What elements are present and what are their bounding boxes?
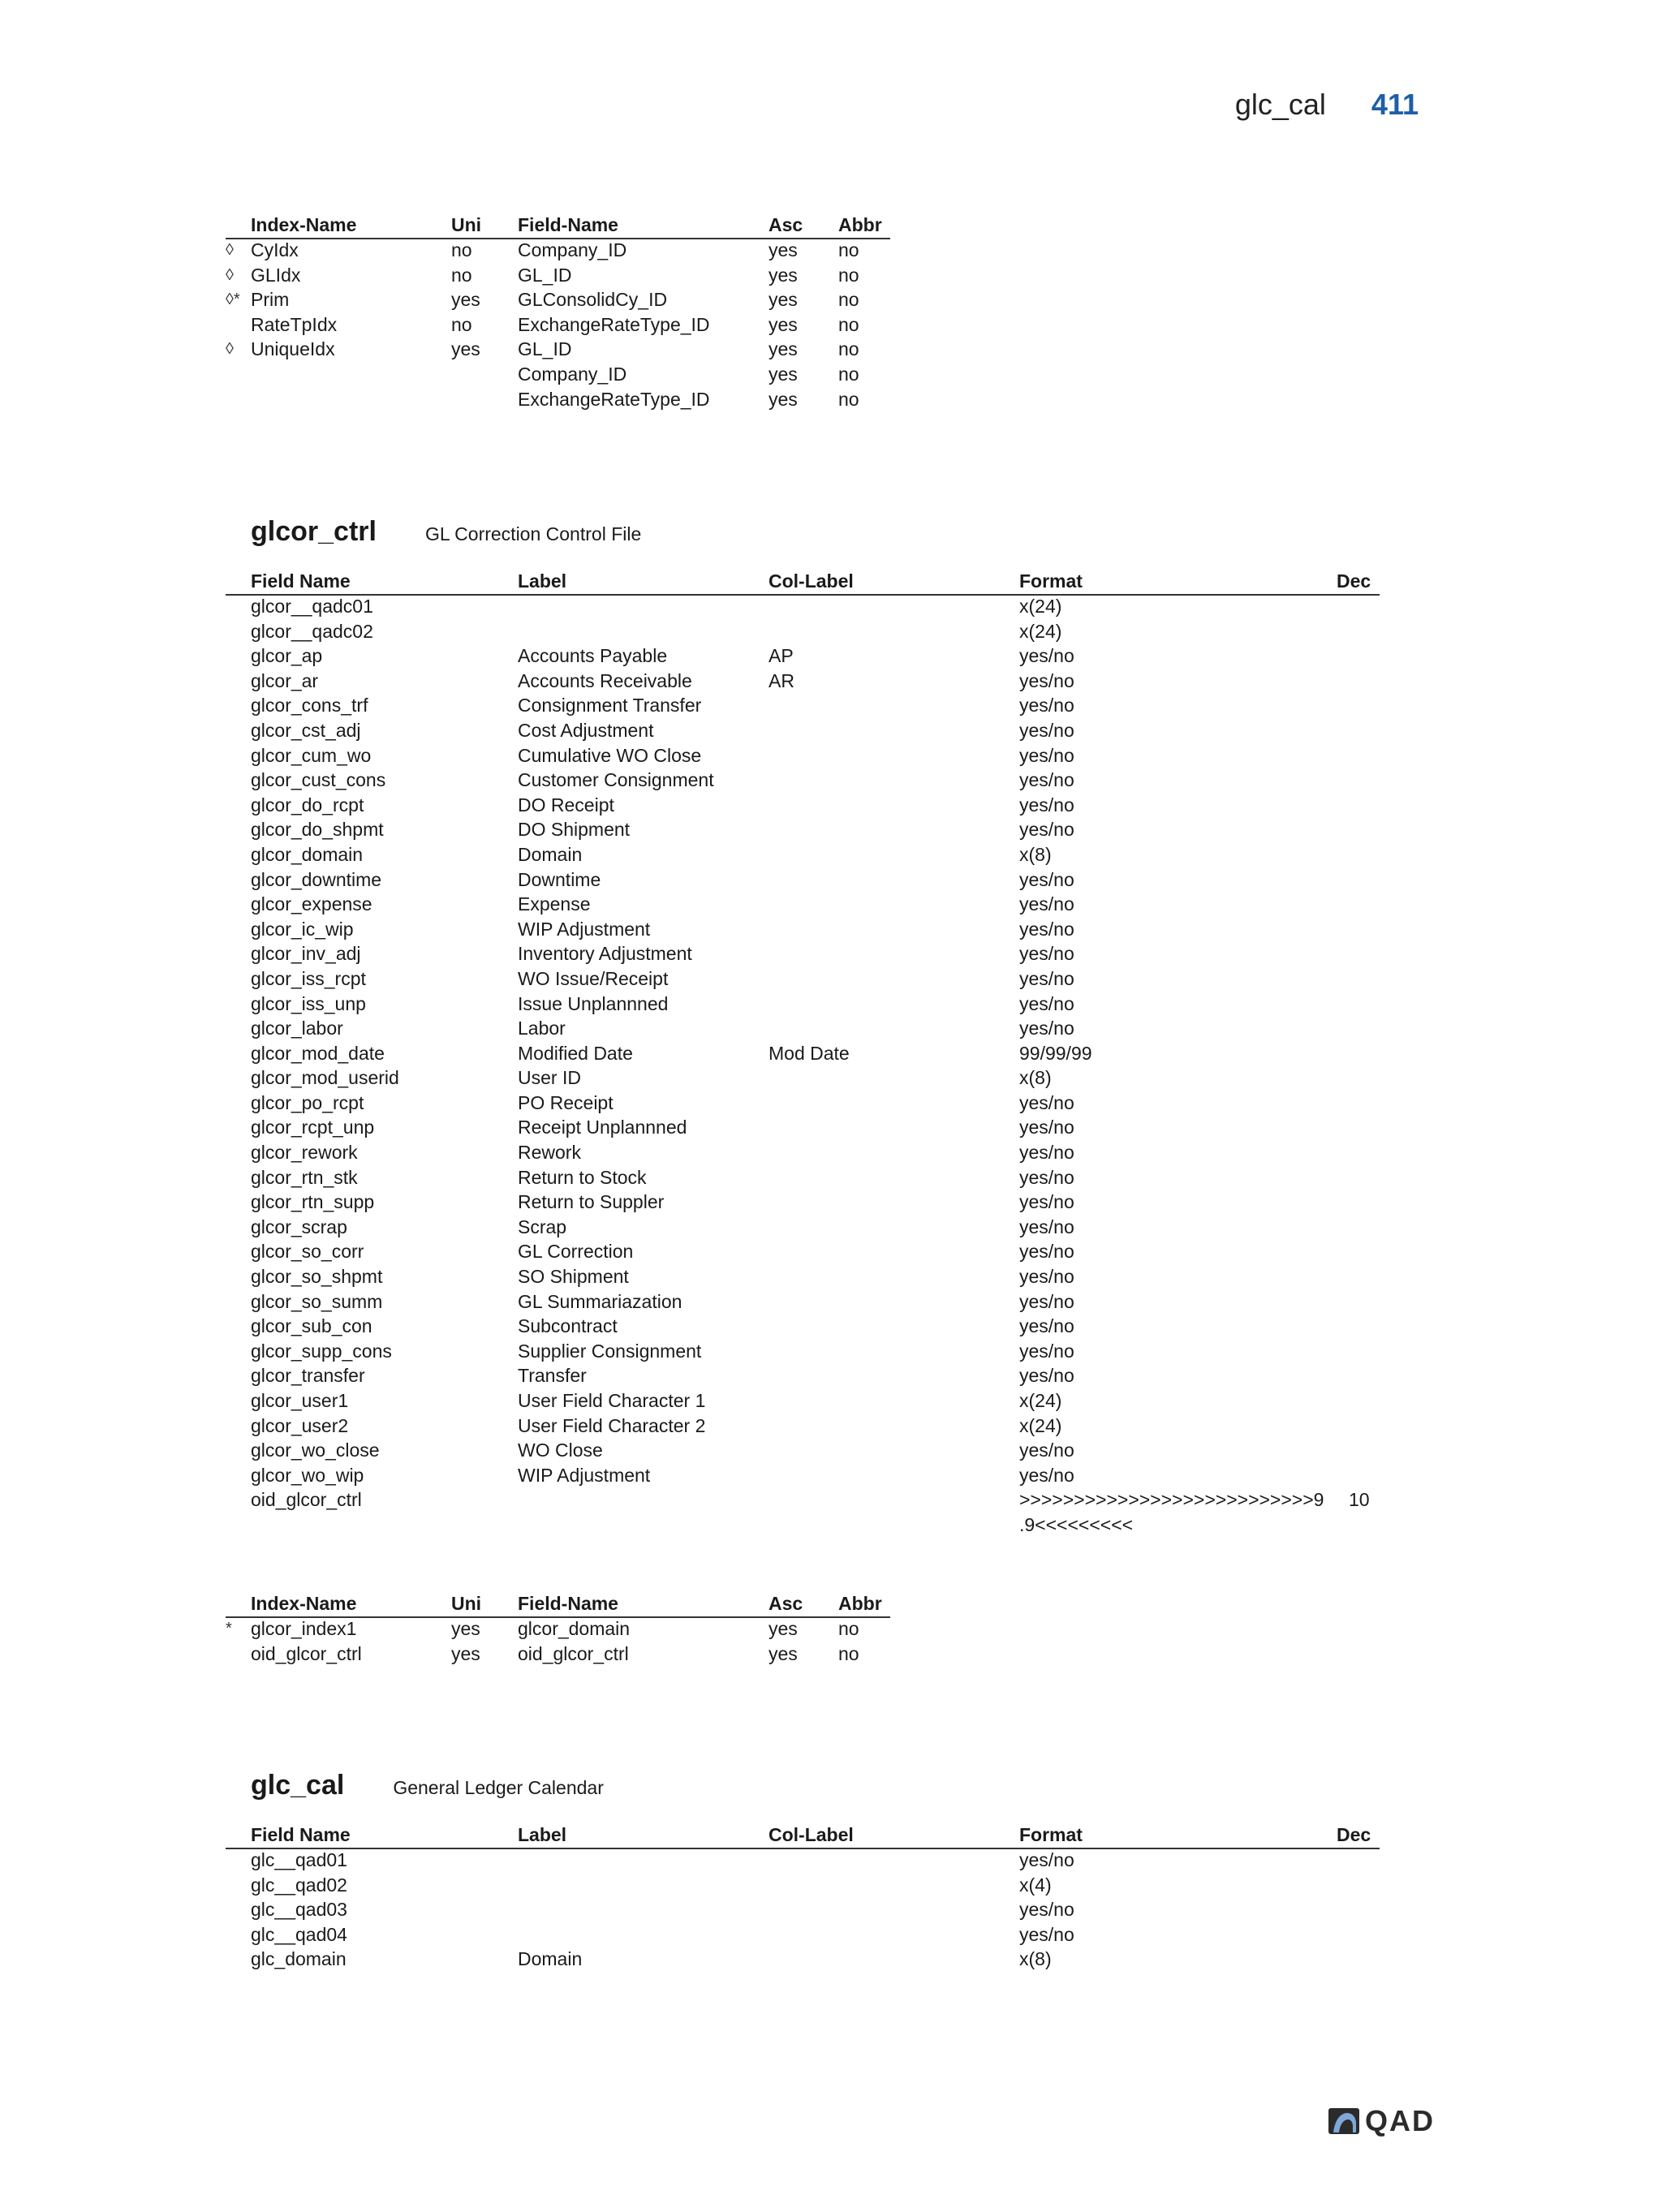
field-name-cell: GLConsolidCy_ID bbox=[518, 289, 668, 311]
abbr-cell: no bbox=[838, 338, 859, 360]
field-name-cell: glcor_mod_date bbox=[251, 1042, 385, 1064]
field-name-cell: glcor_po_rcpt bbox=[251, 1091, 364, 1113]
field-name-cell: glcor_domain bbox=[251, 843, 364, 865]
col-header-uni: Uni bbox=[451, 1593, 482, 1614]
asc-cell: yes bbox=[769, 388, 798, 410]
label-cell: Customer Consignment bbox=[518, 769, 714, 791]
field-name-cell: glcor_mod_userid bbox=[251, 1067, 399, 1089]
field-name-cell: glcor_cust_cons bbox=[251, 769, 386, 791]
field-name-cell: glcor_ic_wip bbox=[251, 918, 354, 940]
format-cell: yes/no bbox=[1019, 1440, 1074, 1461]
format-cell: yes/no bbox=[1019, 868, 1074, 890]
label-cell: User Field Character 2 bbox=[518, 1414, 706, 1436]
table-row bbox=[226, 1289, 1074, 1315]
field-table bbox=[226, 1823, 1371, 1972]
table-row bbox=[226, 1848, 1074, 1873]
label-cell: Inventory Adjustment bbox=[518, 943, 692, 965]
field-name-cell: Company_ID bbox=[518, 239, 627, 260]
format-cell: yes/no bbox=[1019, 1849, 1074, 1870]
field-name-cell: Company_ID bbox=[518, 363, 627, 385]
field-table-header bbox=[226, 569, 1371, 594]
abbr-cell: no bbox=[838, 1642, 859, 1664]
field-name-cell: glcor_iss_unp bbox=[251, 992, 366, 1014]
format-cell: x(24) bbox=[1019, 596, 1062, 617]
abbr-cell: no bbox=[838, 388, 859, 410]
logo-wordmark: QAD bbox=[1365, 2104, 1435, 2137]
format-cell: >>>>>>>>>>>>>>>>>>>>>>>>>>>9 bbox=[1019, 1489, 1324, 1511]
label-cell: Transfer bbox=[518, 1365, 587, 1387]
table-section-glc-cal bbox=[226, 1770, 1371, 1972]
table-row bbox=[226, 817, 1074, 842]
format-cell: yes/no bbox=[1019, 1290, 1074, 1312]
field-name-cell: glcor__qadc01 bbox=[251, 596, 373, 617]
table-name: glc_cal bbox=[251, 1770, 345, 1801]
uni-cell: no bbox=[451, 313, 472, 335]
abbr-cell: no bbox=[838, 264, 859, 286]
label-cell: Domain bbox=[518, 843, 583, 865]
table-row bbox=[226, 1016, 1074, 1041]
label-cell: Scrap bbox=[518, 1216, 567, 1237]
index-name-cell: GLIdx bbox=[251, 264, 301, 286]
label-cell: Downtime bbox=[518, 868, 601, 890]
abbr-cell: no bbox=[838, 1618, 859, 1639]
index-name-cell: RateTpIdx bbox=[251, 313, 338, 335]
table-row bbox=[226, 1190, 1074, 1215]
col-header-field-name: Field Name bbox=[251, 570, 351, 592]
format-cell: yes/no bbox=[1019, 669, 1074, 691]
format-cell: yes/no bbox=[1019, 819, 1074, 841]
col-label-cell: AR bbox=[769, 669, 794, 691]
table-title-row bbox=[251, 516, 641, 548]
col-header-format: Format bbox=[1019, 570, 1083, 592]
field-name-cell: glcor__qadc02 bbox=[251, 620, 373, 642]
format-cell: yes/no bbox=[1019, 1923, 1074, 1945]
field-name-cell: glcor_domain bbox=[518, 1618, 631, 1639]
label-cell: Receipt Unplannned bbox=[518, 1117, 687, 1138]
uni-cell: yes bbox=[451, 289, 480, 311]
table-row bbox=[226, 1041, 1092, 1066]
label-cell: Supplier Consignment bbox=[518, 1340, 702, 1362]
index-marker: * bbox=[226, 1620, 232, 1637]
field-name-cell: glcor_wo_close bbox=[251, 1440, 380, 1461]
table-row bbox=[226, 1140, 1074, 1165]
table-row bbox=[226, 1947, 1052, 1972]
field-name-cell: ExchangeRateType_ID bbox=[518, 313, 710, 335]
field-name-cell: glcor_so_summ bbox=[251, 1290, 383, 1312]
col-header-asc: Asc bbox=[769, 1593, 803, 1614]
label-cell: SO Shipment bbox=[518, 1266, 629, 1288]
index-marker: ◊ bbox=[226, 241, 234, 259]
label-cell: Accounts Receivable bbox=[518, 669, 692, 691]
label-cell: Consignment Transfer bbox=[518, 695, 702, 717]
field-name-cell: glcor_labor bbox=[251, 1018, 343, 1039]
index-name-cell: Prim bbox=[251, 289, 290, 311]
field-name-cell: glc__qad02 bbox=[251, 1874, 347, 1896]
table-row-continuation bbox=[226, 1513, 1134, 1538]
table-row bbox=[226, 1463, 1074, 1488]
col-header-format: Format bbox=[1019, 1824, 1083, 1845]
field-name-cell: glcor_so_shpmt bbox=[251, 1266, 383, 1288]
field-name-cell: GL_ID bbox=[518, 338, 572, 360]
label-cell: WO Close bbox=[518, 1440, 603, 1461]
col-header-index-name: Index-Name bbox=[251, 1593, 357, 1614]
dec-cell: 10 bbox=[1349, 1489, 1370, 1511]
qad-logo-icon bbox=[1328, 2107, 1360, 2135]
abbr-cell: no bbox=[838, 313, 859, 335]
field-name-cell: glcor_sub_con bbox=[251, 1315, 372, 1337]
table-row bbox=[226, 941, 1074, 966]
label-cell: Return to Suppler bbox=[518, 1191, 665, 1213]
table-row bbox=[226, 1165, 1074, 1190]
label-cell: Labor bbox=[518, 1018, 566, 1039]
col-header-field-name: Field Name bbox=[251, 1824, 351, 1845]
format-cell: yes/no bbox=[1019, 893, 1074, 915]
format-cell: yes/no bbox=[1019, 1018, 1074, 1039]
asc-cell: yes bbox=[769, 264, 798, 286]
format-cell: x(4) bbox=[1019, 1874, 1052, 1896]
format-cell: yes/no bbox=[1019, 1091, 1074, 1113]
format-cell: x(24) bbox=[1019, 620, 1062, 642]
uni-cell: yes bbox=[451, 1618, 480, 1639]
col-header-asc: Asc bbox=[769, 214, 803, 235]
field-name-cell: glcor_user1 bbox=[251, 1390, 349, 1411]
field-name-cell: glcor_cons_trf bbox=[251, 695, 368, 717]
col-header-dec: Dec bbox=[1337, 570, 1371, 592]
table-row bbox=[226, 1363, 1074, 1388]
field-name-cell: glcor_so_corr bbox=[251, 1241, 364, 1263]
index-name-cell: oid_glcor_ctrl bbox=[251, 1642, 362, 1664]
col-header-field-name: Field-Name bbox=[518, 214, 618, 235]
format-cell: yes/no bbox=[1019, 992, 1074, 1014]
page-number: 411 bbox=[1371, 88, 1419, 121]
field-name-cell: glcor_rcpt_unp bbox=[251, 1117, 375, 1138]
table-row bbox=[226, 1239, 1074, 1264]
label-cell: WO Issue/Receipt bbox=[518, 967, 669, 989]
field-name-cell: glc__qad03 bbox=[251, 1899, 347, 1921]
table-row bbox=[226, 1487, 1370, 1513]
field-name-cell: glcor_expense bbox=[251, 893, 372, 915]
format-cell: yes/no bbox=[1019, 794, 1074, 816]
format-cell: yes/no bbox=[1019, 1166, 1074, 1188]
format-cell: yes/no bbox=[1019, 1142, 1074, 1164]
label-cell: Cumulative WO Close bbox=[518, 744, 702, 766]
format-cell: yes/no bbox=[1019, 967, 1074, 989]
format-cell: yes/no bbox=[1019, 1365, 1074, 1387]
field-name-cell: glcor_cst_adj bbox=[251, 719, 361, 741]
label-cell: Return to Stock bbox=[518, 1166, 647, 1188]
table-row bbox=[226, 1065, 1052, 1091]
field-name-cell: glcor_user2 bbox=[251, 1414, 349, 1436]
format-cell: x(8) bbox=[1019, 1948, 1052, 1970]
field-name-cell: glcor_transfer bbox=[251, 1365, 365, 1387]
format-cell: yes/no bbox=[1019, 1216, 1074, 1237]
field-name-cell: ExchangeRateType_ID bbox=[518, 388, 710, 410]
label-cell: WIP Adjustment bbox=[518, 918, 651, 940]
field-name-cell: glcor_ap bbox=[251, 645, 323, 667]
table-row bbox=[226, 1215, 1074, 1240]
running-header-title: glc_cal bbox=[1234, 88, 1326, 121]
field-name-cell: glcor_supp_cons bbox=[251, 1340, 392, 1362]
format-cell: yes/no bbox=[1019, 1464, 1074, 1486]
field-name-cell: glcor_wo_wip bbox=[251, 1464, 364, 1486]
table-row bbox=[226, 768, 1074, 793]
field-name-cell: glcor_rework bbox=[251, 1142, 358, 1164]
format-cell-continued: .9<<<<<<<<< bbox=[1019, 1513, 1134, 1535]
index-name-cell: CyIdx bbox=[251, 239, 299, 260]
format-cell: x(24) bbox=[1019, 1390, 1062, 1411]
field-name-cell: glcor_rtn_stk bbox=[251, 1166, 358, 1188]
table-row bbox=[226, 1264, 1074, 1289]
label-cell: GL Summariazation bbox=[518, 1290, 682, 1312]
col-header-dec: Dec bbox=[1337, 1824, 1371, 1845]
table-row bbox=[226, 1414, 1062, 1439]
label-cell: User ID bbox=[518, 1067, 581, 1089]
table-row bbox=[226, 1897, 1074, 1922]
label-cell: Issue Unplannned bbox=[518, 992, 669, 1014]
label-cell: DO Shipment bbox=[518, 819, 631, 841]
format-cell: yes/no bbox=[1019, 1340, 1074, 1362]
uni-cell: yes bbox=[451, 338, 480, 360]
label-cell: GL Correction bbox=[518, 1241, 634, 1263]
field-table bbox=[226, 569, 1371, 1538]
col-header-field-name: Field-Name bbox=[518, 1593, 618, 1614]
format-cell: yes/no bbox=[1019, 943, 1074, 965]
table-name: glcor_ctrl bbox=[251, 516, 377, 547]
asc-cell: yes bbox=[769, 1618, 798, 1639]
label-cell: DO Receipt bbox=[518, 794, 614, 816]
table-description: General Ledger Calendar bbox=[393, 1777, 604, 1798]
label-cell: Cost Adjustment bbox=[518, 719, 654, 741]
format-cell: yes/no bbox=[1019, 1117, 1074, 1138]
table-row bbox=[226, 842, 1052, 867]
field-name-cell: GL_ID bbox=[518, 264, 572, 286]
table-row bbox=[226, 867, 1074, 893]
uni-cell: yes bbox=[451, 1642, 480, 1664]
field-name-cell: glc_domain bbox=[251, 1948, 347, 1970]
format-cell: yes/no bbox=[1019, 1241, 1074, 1263]
asc-cell: yes bbox=[769, 239, 798, 260]
table-row bbox=[226, 892, 1074, 917]
format-cell: yes/no bbox=[1019, 1266, 1074, 1288]
label-cell: Subcontract bbox=[518, 1315, 618, 1337]
table-row bbox=[226, 1339, 1074, 1364]
field-name-cell: glcor_downtime bbox=[251, 868, 382, 890]
label-cell: Expense bbox=[518, 893, 591, 915]
index-marker: ◊ bbox=[226, 265, 234, 284]
table-row bbox=[226, 793, 1074, 818]
field-name-cell: glcor_scrap bbox=[251, 1216, 347, 1237]
table-row bbox=[226, 1922, 1074, 1947]
table-row bbox=[226, 1873, 1052, 1898]
asc-cell: yes bbox=[769, 338, 798, 360]
table-description: GL Correction Control File bbox=[424, 523, 642, 544]
label-cell: Modified Date bbox=[518, 1042, 633, 1064]
label-cell: PO Receipt bbox=[518, 1091, 614, 1113]
field-name-cell: glcor_inv_adj bbox=[251, 943, 361, 965]
field-name-cell: glc__qad01 bbox=[251, 1849, 347, 1870]
table-row bbox=[226, 619, 1062, 644]
page-header bbox=[1235, 88, 1419, 122]
table-row bbox=[226, 743, 1074, 768]
asc-cell: yes bbox=[769, 363, 798, 385]
format-cell: yes/no bbox=[1019, 719, 1074, 741]
field-table-header bbox=[226, 1823, 1371, 1848]
table-row bbox=[226, 1115, 1074, 1140]
abbr-cell: no bbox=[838, 239, 859, 260]
col-header-abbr: Abbr bbox=[838, 214, 882, 235]
field-name-cell: glcor_do_shpmt bbox=[251, 819, 384, 841]
table-section-glcor-ctrl bbox=[226, 516, 1371, 1538]
format-cell: yes/no bbox=[1019, 744, 1074, 766]
table-title-row bbox=[251, 1770, 604, 1801]
table-row bbox=[226, 693, 1074, 718]
table-row bbox=[226, 718, 1074, 743]
format-cell: 99/99/99 bbox=[1019, 1042, 1092, 1064]
index-marker: ◊* bbox=[226, 290, 240, 309]
format-cell: x(8) bbox=[1019, 1067, 1052, 1089]
format-cell: yes/no bbox=[1019, 769, 1074, 791]
format-cell: yes/no bbox=[1019, 1191, 1074, 1213]
label-cell: Accounts Payable bbox=[518, 645, 668, 667]
index-name-cell: glcor_index1 bbox=[251, 1618, 357, 1639]
label-cell: Rework bbox=[518, 1142, 581, 1164]
abbr-cell: no bbox=[838, 363, 859, 385]
table-row bbox=[226, 669, 1074, 694]
table-row bbox=[226, 594, 1062, 619]
table-row bbox=[226, 966, 1074, 992]
col-header-col-label: Col-Label bbox=[769, 570, 854, 592]
table-row bbox=[226, 992, 1074, 1017]
format-cell: x(24) bbox=[1019, 1414, 1062, 1436]
col-header-label: Label bbox=[518, 1824, 567, 1845]
col-header-label: Label bbox=[518, 570, 567, 592]
label-cell: WIP Adjustment bbox=[518, 1464, 651, 1486]
field-name-cell: glcor_iss_rcpt bbox=[251, 967, 366, 989]
table-row bbox=[226, 1438, 1074, 1463]
field-name-cell: oid_glcor_ctrl bbox=[251, 1489, 362, 1511]
col-header-index-name: Index-Name bbox=[251, 214, 357, 235]
table-row bbox=[226, 1388, 1062, 1414]
abbr-cell: no bbox=[838, 289, 859, 311]
col-header-uni: Uni bbox=[451, 214, 482, 235]
asc-cell: yes bbox=[769, 289, 798, 311]
table-row bbox=[226, 1314, 1074, 1339]
table-row bbox=[226, 1091, 1074, 1116]
field-name-cell: oid_glcor_ctrl bbox=[518, 1642, 629, 1664]
format-cell: x(8) bbox=[1019, 843, 1052, 865]
uni-cell: no bbox=[451, 264, 472, 286]
uni-cell: no bbox=[451, 239, 472, 260]
col-header-abbr: Abbr bbox=[838, 1593, 882, 1614]
label-cell: Domain bbox=[518, 1948, 583, 1970]
col-label-cell: AP bbox=[769, 645, 794, 667]
field-name-cell: glc__qad04 bbox=[251, 1923, 347, 1945]
index-name-cell: UniqueIdx bbox=[251, 338, 335, 360]
table-row bbox=[226, 643, 1074, 669]
index-marker: ◊ bbox=[226, 340, 234, 359]
asc-cell: yes bbox=[769, 313, 798, 335]
format-cell: yes/no bbox=[1019, 1899, 1074, 1921]
field-name-cell: glcor_do_rcpt bbox=[251, 794, 364, 816]
col-header-col-label: Col-Label bbox=[769, 1824, 854, 1845]
field-name-cell: glcor_rtn_supp bbox=[251, 1191, 375, 1213]
format-cell: yes/no bbox=[1019, 1315, 1074, 1337]
qad-logo bbox=[1328, 2104, 1435, 2138]
field-name-cell: glcor_ar bbox=[251, 669, 319, 691]
field-name-cell: glcor_cum_wo bbox=[251, 744, 372, 766]
label-cell: User Field Character 1 bbox=[518, 1390, 706, 1411]
table-row bbox=[226, 917, 1074, 942]
format-cell: yes/no bbox=[1019, 695, 1074, 717]
format-cell: yes/no bbox=[1019, 918, 1074, 940]
col-label-cell: Mod Date bbox=[769, 1042, 850, 1064]
format-cell: yes/no bbox=[1019, 645, 1074, 667]
asc-cell: yes bbox=[769, 1642, 798, 1664]
